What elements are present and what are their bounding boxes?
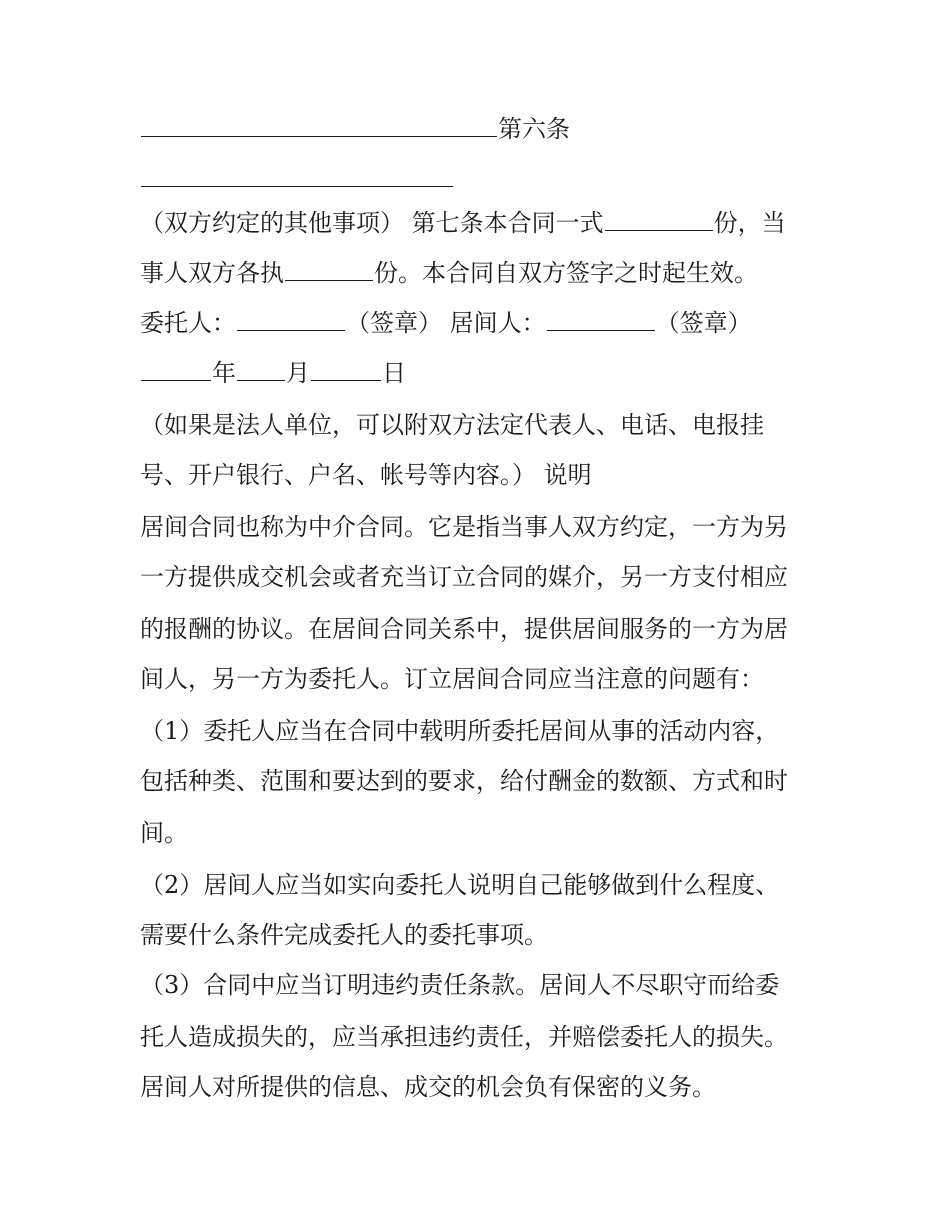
effective-text: 份。本合同自双方签字之时起生效。 [374,259,758,287]
paragraph-line: 居间合同也称为中介合同。它是指当事人双方约定，一方为另 [140,513,788,541]
each-party-text: 事人双方各执 [140,259,284,287]
paragraph-line: （2）居间人应当如实向委托人说明自己能够做到什么程度、 [140,871,780,899]
article-six-content-line [140,164,454,194]
blank-copies [605,210,713,231]
blank-day [311,360,381,381]
article-seven-line [140,208,786,238]
article-seven-text-end: 份，当 [713,209,786,237]
paragraph-line: （1）委托人应当在合同中载明所委托居间从事的活动内容， [140,717,780,745]
article-six-title: 第六条 [498,115,570,143]
paragraph-line: 需要什么条件完成委托人的委托事项。 [140,921,548,949]
blank-client-signature [237,310,345,331]
blank-year [141,360,211,381]
paragraph-line: 居间人对所提供的信息、成交的机会负有保密的义务。 [140,1073,716,1101]
blank-article-six [141,116,497,137]
date-line [140,358,406,388]
paragraph-line: 间人，另一方为委托人。订立居间合同应当注意的问题有： [140,665,764,693]
paragraph-line: 包括种类、范围和要达到的要求，给付酬金的数额、方式和时 [140,767,788,795]
paragraph-line: （3）合同中应当订明违约责任条款。居间人不尽职守而给委 [140,971,780,999]
blank-other-matters [141,166,453,187]
paragraph-line: 的报酬的协议。在居间合同关系中，提供居间服务的一方为居 [140,615,788,643]
paragraph-line: 一方提供成交机会或者充当订立合同的媒介，另一方支付相应 [140,563,788,591]
each-party-line [140,258,758,288]
blank-each-copies [285,260,373,281]
blank-month [237,360,285,381]
client-label: 委托人： [140,309,236,337]
signature-line [140,308,752,338]
paragraph-line: 间。 [140,819,188,847]
blank-broker-signature [547,310,655,331]
paragraph-line: 托人造成损失的，应当承担违约责任，并赔偿委托人的损失。 [140,1023,788,1051]
paragraph-line: 号、开户银行、户名、帐号等内容。） 说明 [140,461,592,489]
broker-seal-label: （签章） [655,309,752,337]
paragraph-line: （如果是法人单位，可以附双方法定代表人、电话、电报挂 [140,411,764,439]
month-label: 月 [286,359,310,387]
day-label: 日 [382,359,406,387]
year-label: 年 [212,359,236,387]
article-seven-text: （双方约定的其他事项） 第七条本合同一式 [140,209,604,237]
broker-label: （签章） 居间人： [346,309,546,337]
article-six-line [140,114,570,144]
